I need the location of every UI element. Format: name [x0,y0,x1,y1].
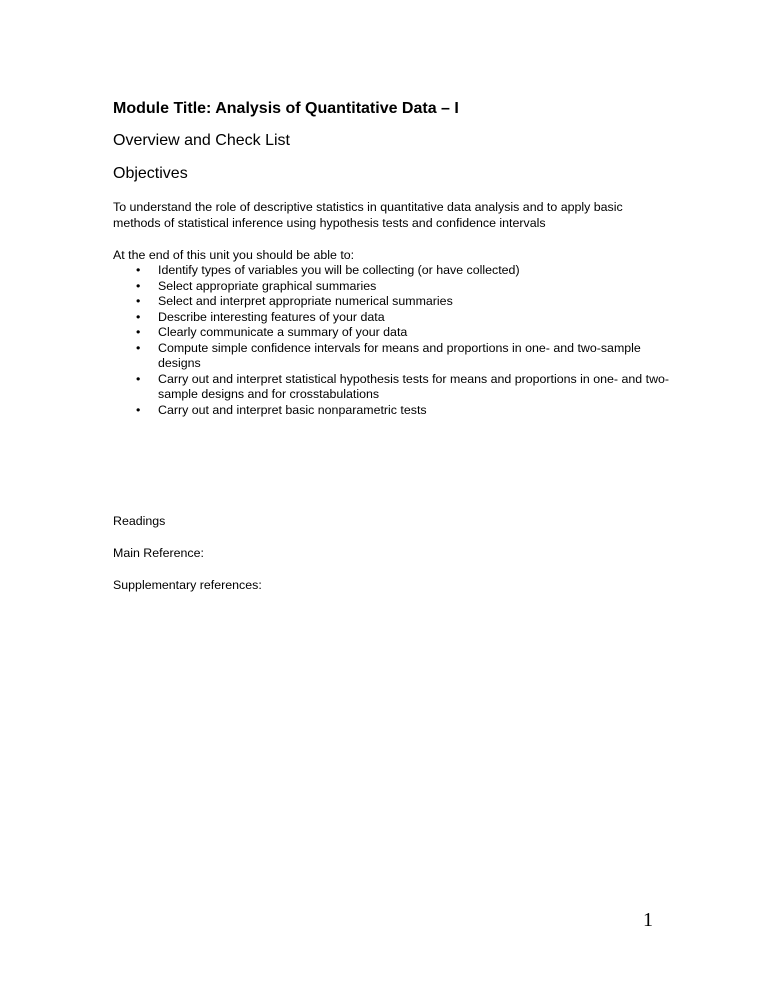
list-item [113,403,673,419]
intro-paragraph: To understand the role of descriptive statistics in quantitative data analysis and to apply basic methods of statistical inference using hypothesis tests and confidence intervals [113,200,623,230]
list-item [113,341,673,372]
list-item-text: Select and interpret appropriate numerical summaries [158,294,453,308]
overview-heading: Overview and Check List [113,132,290,149]
list-item-text: Carry out and interpret statistical hypothesis tests for means and proportions in one- and two-sample designs and for crosstabulations [158,371,670,401]
list-item [113,263,673,279]
list-item [113,325,673,341]
bullet-icon: • [136,371,141,386]
objectives-heading: Objectives [113,165,188,182]
list-item [113,294,673,310]
supplementary-references-label: Supplementary references: [113,578,262,592]
bullet-icon: • [136,402,141,417]
bullet-icon: • [136,325,141,339]
list-item [113,372,673,403]
list-item [113,310,673,326]
list-item-text: Select appropriate graphical summaries [158,278,377,293]
list-item-text: Carry out and interpret basic nonparametric tests [158,402,427,417]
bullet-icon: • [136,278,141,293]
readings-heading: Readings [113,514,166,528]
bullet-icon: • [136,309,141,324]
bullet-icon: • [136,294,141,308]
objectives-lead-in: At the end of this unit you should be able to: [113,248,355,262]
list-item-text: Clearly communicate a summary of your data [158,325,408,339]
page-number: 1 [643,909,653,931]
main-reference-label: Main Reference: [113,546,204,560]
list-item [113,279,673,295]
bullet-icon: • [136,263,141,277]
bullet-icon: • [136,340,141,355]
list-item-text: Identify types of variables you will be collecting (or have collected) [158,263,520,277]
list-item-text: Compute simple confidence intervals for means and proportions in one- and two-sample designs [158,340,641,370]
module-title: Module Title: Analysis of Quantitative Data – I [113,100,459,117]
objectives-list [113,263,673,418]
list-item-text: Describe interesting features of your data [158,309,385,324]
